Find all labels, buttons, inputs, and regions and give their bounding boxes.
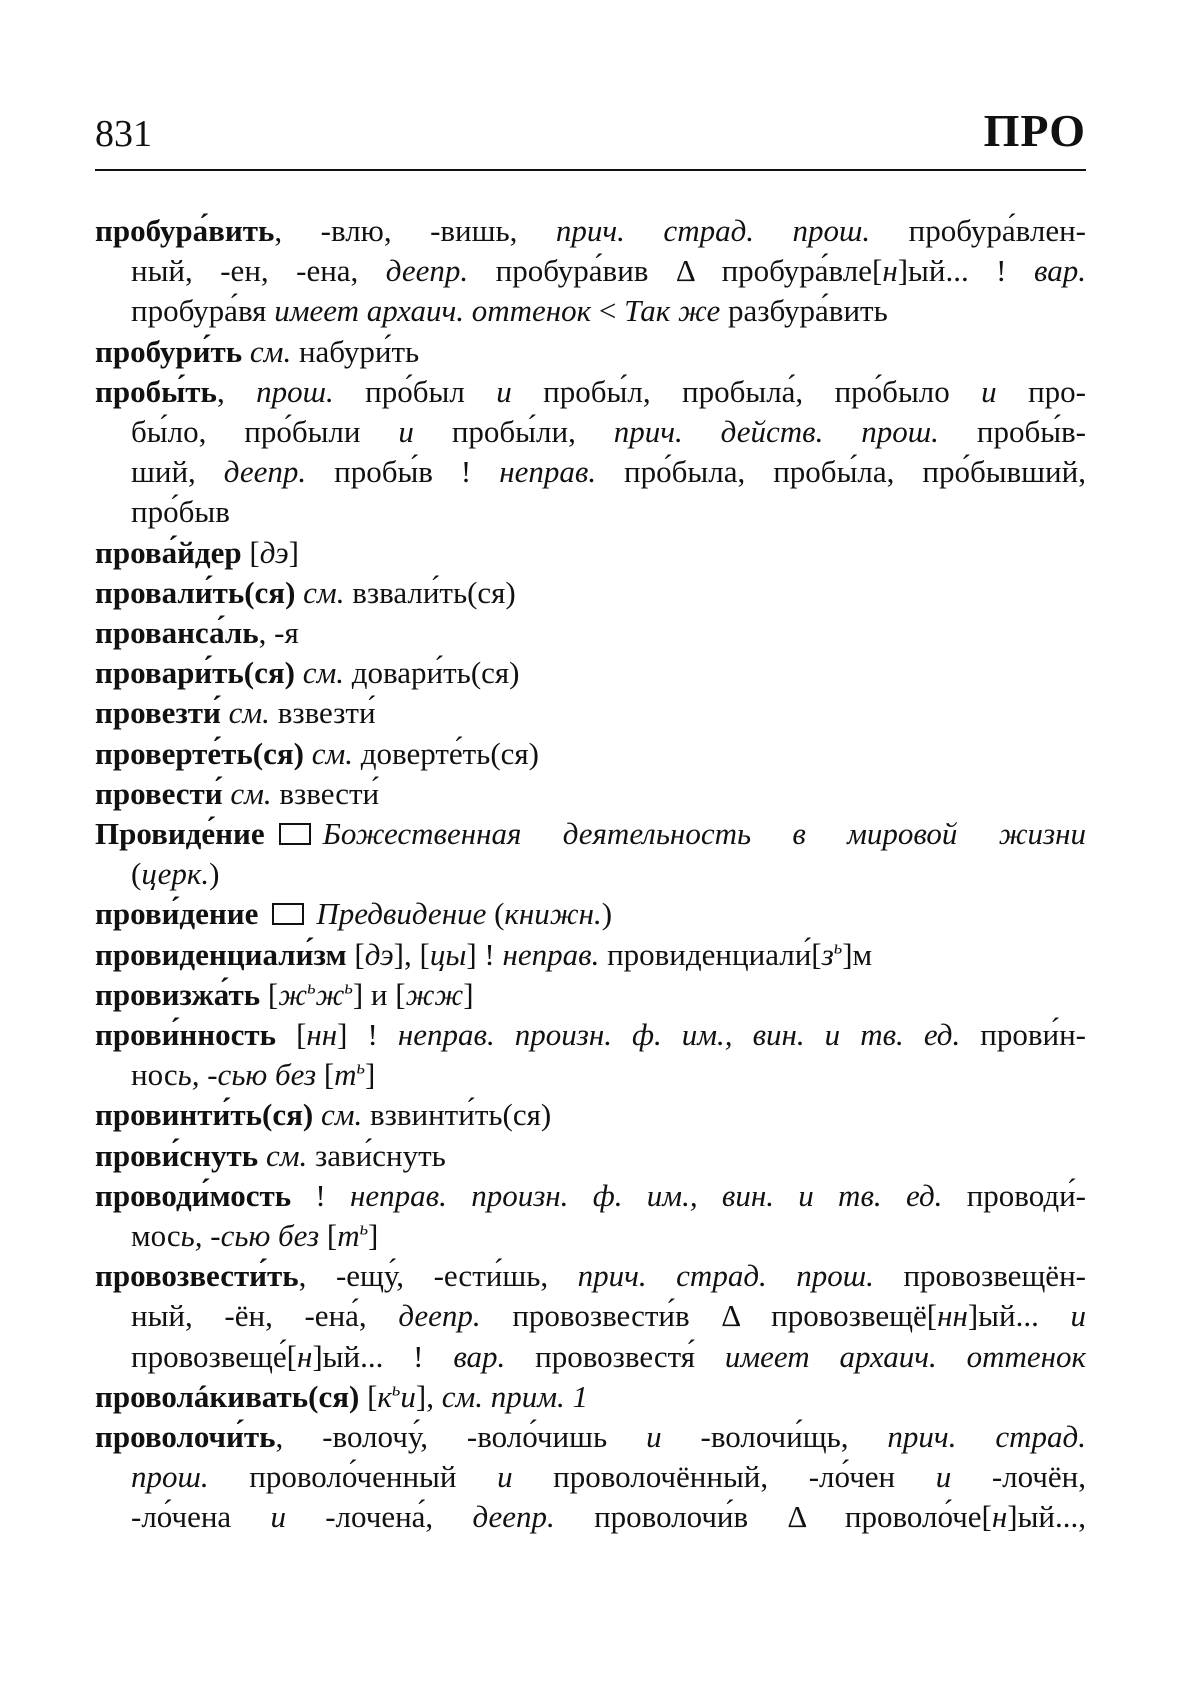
entry-text: ] bbox=[463, 976, 474, 1012]
italic-label: неправ. bbox=[502, 936, 600, 972]
dictionary-entry bbox=[95, 573, 1086, 613]
entry-text: ], bbox=[415, 1378, 442, 1414]
entry-text: пробы́в- bbox=[938, 413, 1086, 449]
entry-line bbox=[95, 1497, 1086, 1537]
headword: провинти́ть(ся) bbox=[95, 1097, 314, 1133]
italic-label: н bbox=[991, 1499, 1008, 1535]
entry-text: , -я bbox=[258, 614, 299, 650]
entry-text: пробы́ли, bbox=[413, 413, 614, 449]
entry-text: ]м bbox=[842, 936, 873, 972]
entry-text: -лочена́, bbox=[285, 1499, 473, 1535]
entry-line bbox=[95, 251, 1086, 291]
entry-text: [ bbox=[241, 534, 260, 570]
italic-label: Божественная деятельность в мировой жизни bbox=[322, 815, 1086, 851]
entry-text: взвезти́ bbox=[269, 695, 376, 731]
entry-text: -волочи́щь, bbox=[661, 1418, 888, 1454]
italic-label: Предвидение bbox=[316, 896, 487, 932]
entry-text: [ bbox=[316, 1057, 335, 1093]
dictionary-entry bbox=[95, 332, 1086, 372]
italic-label: ж bbox=[278, 976, 308, 1012]
entry-text: доверте́ть(ся) bbox=[353, 735, 539, 771]
entry-text: провозвести́в Δ провозвещё[ bbox=[480, 1298, 938, 1334]
headword: пробура́вить bbox=[95, 213, 275, 248]
entry-line bbox=[95, 975, 1086, 1015]
entry-line bbox=[95, 693, 1086, 733]
entry-line bbox=[95, 734, 1086, 774]
italic-label: и bbox=[1070, 1298, 1086, 1334]
superscript: ь bbox=[833, 937, 843, 959]
superscript: ь bbox=[359, 1218, 369, 1240]
entry-text: ) bbox=[601, 896, 613, 932]
italic-label: см. bbox=[230, 775, 272, 811]
entry-line bbox=[95, 291, 1086, 331]
italic-label: ж bbox=[315, 976, 345, 1012]
italic-label: имеет архаич. оттенок bbox=[274, 293, 592, 329]
entry-line bbox=[95, 1377, 1086, 1417]
entry-line bbox=[95, 1457, 1086, 1497]
italic-label: деепр. bbox=[385, 253, 469, 289]
entry-line bbox=[95, 1337, 1086, 1377]
entry-text: пробы́в ! bbox=[306, 454, 500, 490]
page-number: 831 bbox=[95, 113, 152, 155]
entry-text: проволочи́в Δ проволо́че[ bbox=[554, 1499, 992, 1535]
italic-label: жж bbox=[405, 976, 464, 1012]
entry-text bbox=[295, 655, 303, 690]
italic-label: см. bbox=[249, 333, 292, 369]
italic-label: прич. страд. bbox=[887, 1418, 1086, 1454]
entry-line bbox=[95, 1256, 1086, 1296]
entry-text bbox=[221, 695, 229, 730]
dictionary-entry bbox=[95, 613, 1086, 653]
dictionary-entry bbox=[95, 653, 1086, 693]
italic-label: т bbox=[334, 1057, 357, 1093]
dictionary-entry bbox=[95, 975, 1086, 1015]
italic-label: неправ. bbox=[499, 454, 597, 490]
italic-label: см. bbox=[303, 574, 345, 610]
entry-line bbox=[95, 1417, 1086, 1457]
headword: прови́дение bbox=[95, 896, 259, 932]
entry-text bbox=[304, 736, 312, 771]
entry-line bbox=[95, 332, 1086, 372]
entry-text: ! bbox=[291, 1177, 351, 1213]
italic-label: дэ bbox=[364, 936, 394, 972]
superscript: ь bbox=[356, 1057, 366, 1079]
entry-text: провозвещён- bbox=[873, 1258, 1086, 1294]
dictionary-entry bbox=[95, 1417, 1086, 1538]
entry-text: ]ый... bbox=[967, 1298, 1071, 1334]
dictionary-entry bbox=[95, 1377, 1086, 1417]
superscript: ь bbox=[344, 977, 353, 999]
entry-text: ) bbox=[209, 856, 220, 892]
entry-text: ]ый... ! bbox=[312, 1338, 454, 1374]
headword: провезти́ bbox=[95, 695, 221, 731]
entry-text: пробура́вя bbox=[131, 293, 275, 329]
dictionary-entry bbox=[95, 814, 1086, 894]
entry-text: пробура́влен- bbox=[870, 213, 1086, 248]
italic-label: ь, -сью без bbox=[180, 1217, 320, 1253]
headword: прова́йдер bbox=[95, 534, 242, 570]
entry-line bbox=[95, 814, 1086, 854]
headword: провозвести́ть bbox=[95, 1258, 299, 1294]
italic-label: и bbox=[398, 413, 414, 449]
dictionary-entry bbox=[95, 1015, 1086, 1095]
italic-label: см. bbox=[302, 655, 345, 691]
entry-line bbox=[95, 533, 1086, 573]
entry-text: набури́ть bbox=[291, 333, 420, 369]
entry-text: [ bbox=[260, 976, 279, 1012]
headword: провести́ bbox=[95, 775, 223, 811]
italic-label: неправ. произн. ф. им., вин. и тв. ед. bbox=[397, 1016, 961, 1052]
entry-text: про́был bbox=[333, 373, 497, 409]
entry-line bbox=[95, 1095, 1086, 1135]
dictionary-entry bbox=[95, 774, 1086, 814]
entry-text: нос bbox=[131, 1057, 178, 1093]
dictionary-entry bbox=[95, 1095, 1086, 1135]
entry-line bbox=[95, 935, 1086, 975]
entry-text: ный, -ен, -ена, bbox=[131, 253, 386, 289]
headword: прованса́ль bbox=[95, 614, 259, 650]
entry-text bbox=[242, 334, 250, 369]
entry-text: взвести́ bbox=[271, 775, 380, 811]
entry-text: [ bbox=[319, 1217, 338, 1253]
italic-label: н bbox=[296, 1338, 313, 1374]
entry-text: провиденциали́[ bbox=[599, 936, 822, 972]
italic-label: т bbox=[337, 1217, 360, 1253]
headword: провари́ть(ся) bbox=[95, 655, 295, 691]
entry-text: ] и [ bbox=[352, 976, 406, 1012]
headword: провиденциали́зм bbox=[95, 936, 347, 972]
italic-label: нн bbox=[937, 1298, 968, 1334]
entry-text: проволочённый, -ло́чен bbox=[512, 1459, 936, 1495]
entry-line bbox=[95, 774, 1086, 814]
headword: проволочи́ть bbox=[95, 1418, 276, 1454]
headword: Провиде́ние bbox=[95, 815, 265, 851]
entry-text: пробы́л, пробыла́, про́было bbox=[511, 373, 982, 409]
italic-label: см. bbox=[320, 1097, 363, 1133]
italic-label: Так же bbox=[624, 293, 721, 329]
headword: проволáкивать(ся) bbox=[95, 1378, 360, 1414]
headword: провали́ть(ся) bbox=[95, 574, 296, 610]
entry-text: , -ещу́, -ести́шь, bbox=[298, 1258, 578, 1294]
italic-label: церк. bbox=[141, 856, 210, 892]
dictionary-entries bbox=[95, 211, 1086, 1537]
entry-line bbox=[95, 1296, 1086, 1336]
entry-line bbox=[95, 1015, 1086, 1055]
entry-text: про́быв bbox=[131, 494, 230, 530]
entry-text: про- bbox=[996, 373, 1086, 409]
entry-text bbox=[258, 1138, 266, 1173]
entry-text: ]ый... ! bbox=[897, 253, 1034, 289]
entry-line bbox=[95, 894, 1086, 934]
entry-line bbox=[95, 653, 1086, 693]
italic-label: см. bbox=[265, 1137, 308, 1173]
entry-line bbox=[95, 1216, 1086, 1256]
entry-text: проводи́- bbox=[942, 1177, 1086, 1213]
entry-line bbox=[95, 492, 1086, 532]
dictionary-entry bbox=[95, 372, 1086, 533]
entry-text: ный, -ён, -ена́, bbox=[131, 1298, 399, 1334]
headword: провизжа́ть bbox=[95, 976, 261, 1012]
entry-text: взвинти́ть(ся) bbox=[362, 1097, 552, 1133]
entry-line bbox=[95, 1055, 1086, 1095]
dictionary-entry bbox=[95, 1136, 1086, 1176]
entry-text: мос bbox=[131, 1217, 181, 1253]
italic-label: и bbox=[270, 1499, 286, 1535]
italic-label: прич. действ. прош. bbox=[613, 413, 939, 449]
italic-label: и bbox=[497, 1459, 513, 1495]
entry-line bbox=[95, 1176, 1086, 1216]
entry-text: , -волочу́, -воло́чишь bbox=[275, 1418, 647, 1454]
entry-text: ] ! bbox=[337, 1016, 398, 1052]
italic-label: прош. bbox=[131, 1459, 209, 1495]
entry-text bbox=[295, 575, 303, 610]
italic-label: и bbox=[646, 1418, 662, 1454]
italic-label: прош. bbox=[256, 373, 334, 409]
italic-label: нн bbox=[306, 1016, 338, 1052]
italic-label: и bbox=[496, 373, 512, 409]
italic-label: книжн. bbox=[504, 896, 602, 932]
dictionary-entry bbox=[95, 533, 1086, 573]
dictionary-entry bbox=[95, 1176, 1086, 1256]
italic-label: и bbox=[981, 373, 997, 409]
entry-line bbox=[95, 452, 1086, 492]
entry-text: ший, bbox=[131, 454, 224, 490]
headword: пробы́ть bbox=[95, 373, 217, 409]
italic-label: ь, -сью без bbox=[177, 1057, 317, 1093]
entry-line bbox=[95, 211, 1086, 251]
entry-text: зави́снуть bbox=[307, 1137, 446, 1173]
headword: пробури́ть bbox=[95, 333, 243, 369]
entry-text bbox=[313, 1097, 321, 1132]
entry-text: [ bbox=[276, 1016, 307, 1052]
italic-label: деепр. bbox=[398, 1298, 481, 1334]
italic-label: прич. страд. прош. bbox=[577, 1258, 874, 1294]
entry-text: [ bbox=[359, 1378, 378, 1414]
headword: прови́нность bbox=[95, 1016, 277, 1052]
entry-text: ] ! bbox=[466, 936, 503, 972]
dictionary-entry bbox=[95, 693, 1086, 733]
entry-text: прови́н- bbox=[960, 1016, 1086, 1052]
italic-label: н bbox=[882, 253, 898, 289]
entry-text: , -влю, -вишь, bbox=[274, 213, 556, 248]
superscript: ь bbox=[391, 1379, 401, 1401]
italic-label: цы bbox=[429, 936, 467, 972]
italic-label: неправ. произн. ф. им., вин. и тв. ед. bbox=[350, 1177, 943, 1213]
italic-label: см. прим. 1 bbox=[441, 1378, 589, 1414]
entry-text: провозвеще́[ bbox=[131, 1338, 297, 1374]
italic-label: к bbox=[377, 1378, 392, 1414]
dictionary-entry bbox=[95, 211, 1086, 332]
entry-line bbox=[95, 854, 1086, 894]
dictionary-entry bbox=[95, 935, 1086, 975]
entry-text: -лочён, bbox=[951, 1459, 1086, 1495]
entry-text: провозвестя́ bbox=[505, 1338, 725, 1374]
entry-text: бы́ло, про́были bbox=[131, 413, 399, 449]
italic-label: деепр. bbox=[223, 454, 307, 490]
entry-line bbox=[95, 372, 1086, 412]
headword: прови́снуть bbox=[95, 1137, 259, 1173]
italic-label: з bbox=[821, 936, 834, 972]
entry-text: довари́ть(ся) bbox=[344, 655, 520, 691]
entry-text: пробура́вив Δ пробура́вле[ bbox=[468, 253, 883, 289]
guide-word: ПРО bbox=[983, 105, 1086, 156]
entry-text: взвали́ть(ся) bbox=[344, 574, 516, 610]
box-icon bbox=[279, 823, 311, 845]
dictionary-entry bbox=[95, 1256, 1086, 1377]
italic-label: дэ bbox=[259, 534, 289, 570]
entry-line bbox=[95, 1136, 1086, 1176]
italic-label: и bbox=[400, 1378, 416, 1414]
box-icon bbox=[272, 903, 304, 925]
entry-text: -ло́чена bbox=[131, 1499, 271, 1535]
italic-label: имеет архаич. оттенок bbox=[724, 1338, 1086, 1374]
italic-label: деепр. bbox=[472, 1499, 555, 1535]
italic-label: вар. bbox=[1033, 253, 1086, 289]
dictionary-entry bbox=[95, 734, 1086, 774]
entry-line bbox=[95, 412, 1086, 452]
entry-text: < bbox=[591, 293, 625, 329]
entry-text: ], [ bbox=[393, 936, 430, 972]
entry-text: про́была, пробы́ла, про́бывший, bbox=[596, 454, 1086, 490]
italic-label: вар. bbox=[453, 1338, 506, 1374]
entry-text: , bbox=[216, 373, 257, 409]
header-rule bbox=[95, 169, 1086, 171]
superscript: ь bbox=[307, 977, 316, 999]
italic-label: см. bbox=[311, 735, 353, 771]
headword: проводи́мость bbox=[95, 1177, 292, 1213]
entry-line bbox=[95, 573, 1086, 613]
entry-text: проволо́ченный bbox=[208, 1459, 498, 1495]
entry-text: ( bbox=[131, 856, 142, 892]
entry-line bbox=[95, 613, 1086, 653]
entry-text: ] bbox=[365, 1057, 376, 1093]
italic-label: см. bbox=[228, 695, 270, 731]
entry-text: разбура́вить bbox=[720, 293, 888, 329]
entry-text: ]ый..., bbox=[1007, 1499, 1086, 1535]
italic-label: и bbox=[935, 1459, 952, 1495]
entry-text: ] bbox=[368, 1217, 379, 1253]
entry-text: ] bbox=[288, 534, 299, 570]
italic-label: прич. страд. прош. bbox=[555, 213, 871, 248]
entry-text: ( bbox=[486, 896, 505, 932]
entry-text: [ bbox=[346, 936, 365, 972]
dictionary-entry bbox=[95, 894, 1086, 934]
headword: проверте́ть(ся) bbox=[95, 735, 304, 771]
